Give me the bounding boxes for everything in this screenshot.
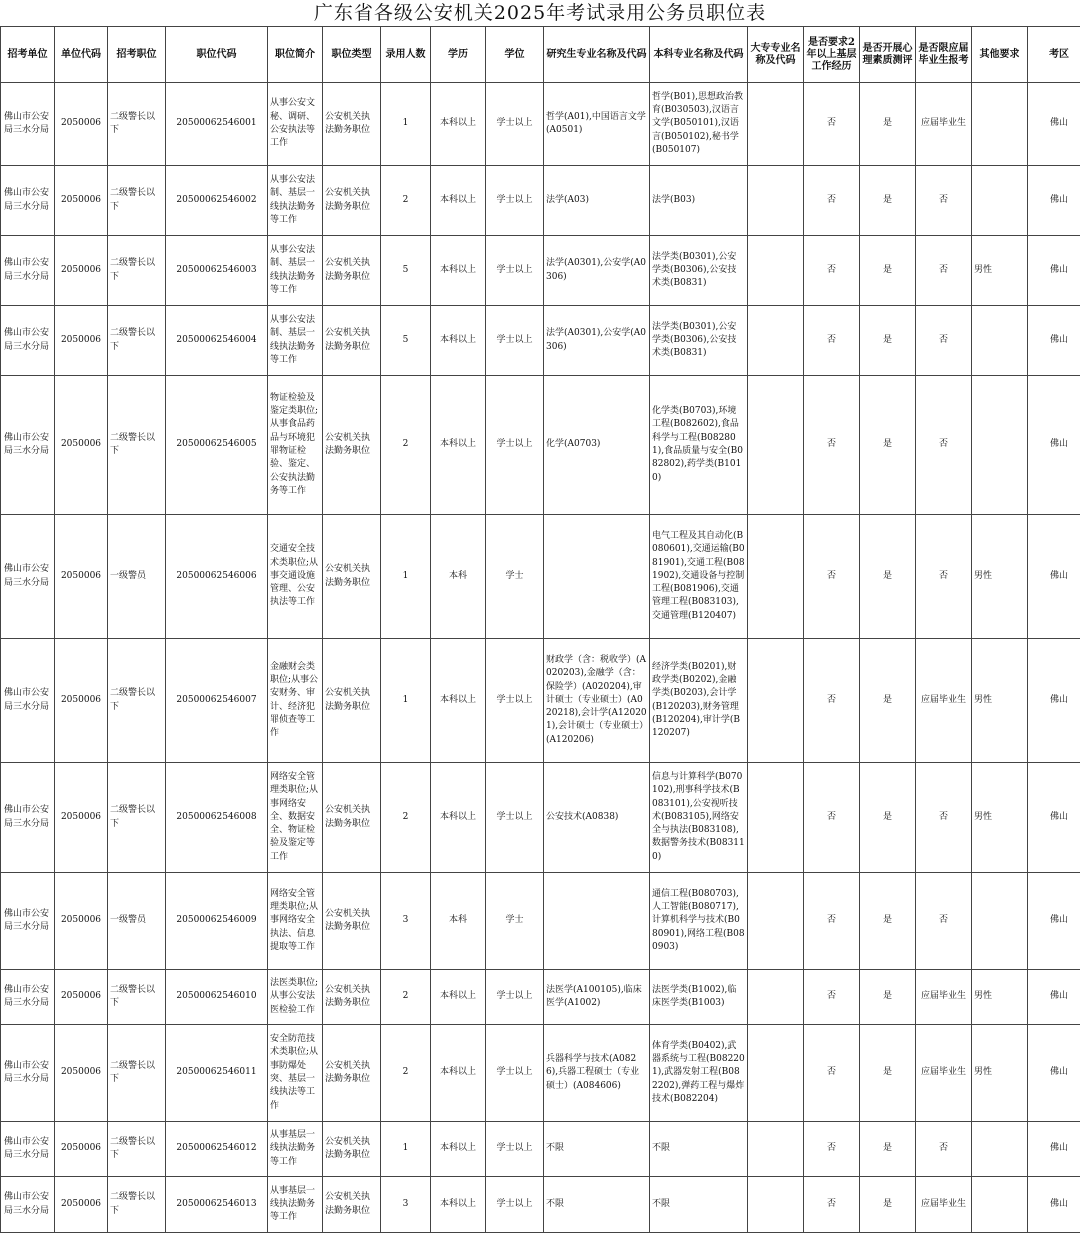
cell-intro: 安全防范技术类职位;从事防爆处突、基层一线执法等工作 bbox=[268, 1025, 323, 1122]
cell-position: 一级警员 bbox=[108, 873, 166, 970]
cell-psych: 是 bbox=[860, 515, 916, 639]
cell-fresh: 应届毕业生 bbox=[916, 639, 972, 763]
cell-degree: 学士以上 bbox=[486, 970, 544, 1025]
cell-college bbox=[748, 1122, 804, 1177]
cell-position: 二级警长以下 bbox=[108, 1025, 166, 1122]
cell-unit-code: 2050006 bbox=[55, 515, 108, 639]
cell-edu: 本科以上 bbox=[431, 1122, 486, 1177]
header-cell: 招考职位 bbox=[108, 27, 166, 83]
cell-grassroots: 否 bbox=[804, 763, 860, 873]
cell-other: 男性 bbox=[972, 1025, 1028, 1122]
cell-grassroots: 否 bbox=[804, 515, 860, 639]
table-row bbox=[1, 376, 1080, 515]
cell-degree: 学士以上 bbox=[486, 166, 544, 236]
cell-grassroots: 否 bbox=[804, 166, 860, 236]
cell-count: 3 bbox=[381, 1177, 431, 1233]
cell-unit-code: 2050006 bbox=[55, 639, 108, 763]
cell-psych: 是 bbox=[860, 970, 916, 1025]
cell-intro: 从事公安法制、基层一线执法勤务等工作 bbox=[268, 166, 323, 236]
cell-grassroots: 否 bbox=[804, 376, 860, 515]
cell-pos-code: 20500062546004 bbox=[166, 306, 268, 376]
cell-intro: 从事公安法制、基层一线执法勤务等工作 bbox=[268, 236, 323, 306]
cell-degree: 学士 bbox=[486, 873, 544, 970]
cell-area: 佛山 bbox=[1028, 236, 1080, 306]
cell-degree: 学士以上 bbox=[486, 639, 544, 763]
cell-area: 佛山 bbox=[1028, 376, 1080, 515]
cell-other bbox=[972, 166, 1028, 236]
cell-undergrad: 不限 bbox=[650, 1122, 748, 1177]
cell-unit: 佛山市公安局三水分局 bbox=[1, 376, 55, 515]
table-row bbox=[1, 306, 1080, 376]
cell-edu: 本科以上 bbox=[431, 166, 486, 236]
cell-college bbox=[748, 970, 804, 1025]
cell-unit-code: 2050006 bbox=[55, 970, 108, 1025]
table-row bbox=[1, 873, 1080, 970]
cell-pos-code: 20500062546002 bbox=[166, 166, 268, 236]
cell-undergrad: 法学类(B0301),公安学类(B0306),公安技术类(B0831) bbox=[650, 236, 748, 306]
table-row bbox=[1, 515, 1080, 639]
cell-fresh: 否 bbox=[916, 873, 972, 970]
cell-grassroots: 否 bbox=[804, 236, 860, 306]
cell-fresh: 否 bbox=[916, 166, 972, 236]
cell-position: 二级警长以下 bbox=[108, 1177, 166, 1233]
cell-type: 公安机关执法勤务职位 bbox=[323, 970, 381, 1025]
cell-grad: 法学(A03) bbox=[544, 166, 650, 236]
table-header-row bbox=[1, 27, 1080, 83]
cell-degree: 学士以上 bbox=[486, 1122, 544, 1177]
cell-pos-code: 20500062546005 bbox=[166, 376, 268, 515]
cell-count: 1 bbox=[381, 639, 431, 763]
cell-unit-code: 2050006 bbox=[55, 873, 108, 970]
cell-intro: 法医类职位;从事公安法医检验工作 bbox=[268, 970, 323, 1025]
cell-grad: 法学(A0301),公安学(A0306) bbox=[544, 236, 650, 306]
table-row bbox=[1, 1122, 1080, 1177]
cell-pos-code: 20500062546006 bbox=[166, 515, 268, 639]
cell-other bbox=[972, 83, 1028, 166]
cell-type: 公安机关执法勤务职位 bbox=[323, 763, 381, 873]
cell-psych: 是 bbox=[860, 236, 916, 306]
cell-count: 1 bbox=[381, 515, 431, 639]
cell-undergrad: 信息与计算科学(B070102),刑事科学技术(B083101),公安视听技术(B083105),网络安全与执法(B083108),数据警务技术(B083110) bbox=[650, 763, 748, 873]
cell-other bbox=[972, 306, 1028, 376]
cell-grassroots: 否 bbox=[804, 1122, 860, 1177]
cell-undergrad: 法学(B03) bbox=[650, 166, 748, 236]
cell-area: 佛山 bbox=[1028, 873, 1080, 970]
cell-position: 二级警长以下 bbox=[108, 1122, 166, 1177]
cell-fresh: 否 bbox=[916, 306, 972, 376]
cell-type: 公安机关执法勤务职位 bbox=[323, 166, 381, 236]
cell-undergrad: 体育学类(B0402),武器系统与工程(B082201),武器发射工程(B082202),弹药工程与爆炸技术(B082204) bbox=[650, 1025, 748, 1122]
cell-edu: 本科以上 bbox=[431, 970, 486, 1025]
cell-count: 2 bbox=[381, 166, 431, 236]
cell-unit-code: 2050006 bbox=[55, 1177, 108, 1233]
cell-area: 佛山 bbox=[1028, 970, 1080, 1025]
cell-college bbox=[748, 763, 804, 873]
cell-undergrad: 电气工程及其自动化(B080601),交通运输(B081901),交通工程(B081902),交通设备与控制工程(B081906),交通管理工程(B083103),交通管理(B120407) bbox=[650, 515, 748, 639]
cell-unit: 佛山市公安局三水分局 bbox=[1, 1025, 55, 1122]
cell-intro: 从事基层一线执法勤务等工作 bbox=[268, 1177, 323, 1233]
cell-position: 二级警长以下 bbox=[108, 306, 166, 376]
cell-unit-code: 2050006 bbox=[55, 763, 108, 873]
cell-fresh: 应届毕业生 bbox=[916, 970, 972, 1025]
cell-psych: 是 bbox=[860, 376, 916, 515]
cell-type: 公安机关执法勤务职位 bbox=[323, 1122, 381, 1177]
cell-grad: 财政学（含：税收学）(A020203),金融学（含：保险学）(A020204),审计硕士（专业硕士）(A020218),会计学(A120201),会计硕士（专业硕士）(A120206) bbox=[544, 639, 650, 763]
cell-pos-code: 20500062546011 bbox=[166, 1025, 268, 1122]
cell-psych: 是 bbox=[860, 639, 916, 763]
cell-college bbox=[748, 83, 804, 166]
cell-unit-code: 2050006 bbox=[55, 1025, 108, 1122]
job-table bbox=[0, 26, 1080, 1233]
cell-fresh: 应届毕业生 bbox=[916, 1177, 972, 1233]
header-cell: 学历 bbox=[431, 27, 486, 83]
cell-edu: 本科以上 bbox=[431, 376, 486, 515]
cell-college bbox=[748, 306, 804, 376]
cell-unit: 佛山市公安局三水分局 bbox=[1, 1177, 55, 1233]
cell-intro: 物证检验及鉴定类职位;从事食品药品与环境犯罪物证检验、鉴定、公安执法勤务等工作 bbox=[268, 376, 323, 515]
cell-area: 佛山 bbox=[1028, 515, 1080, 639]
cell-pos-code: 20500062546009 bbox=[166, 873, 268, 970]
cell-unit: 佛山市公安局三水分局 bbox=[1, 166, 55, 236]
header-cell: 是否要求2年以上基层工作经历 bbox=[804, 27, 860, 83]
cell-grad: 公安技术(A0838) bbox=[544, 763, 650, 873]
cell-count: 2 bbox=[381, 763, 431, 873]
header-cell: 考区 bbox=[1028, 27, 1080, 83]
cell-grassroots: 否 bbox=[804, 83, 860, 166]
cell-type: 公安机关执法勤务职位 bbox=[323, 639, 381, 763]
cell-intro: 从事公安文秘、调研、公安执法等工作 bbox=[268, 83, 323, 166]
cell-grassroots: 否 bbox=[804, 639, 860, 763]
cell-count: 3 bbox=[381, 873, 431, 970]
header-cell: 学位 bbox=[486, 27, 544, 83]
cell-psych: 是 bbox=[860, 763, 916, 873]
cell-other: 男性 bbox=[972, 970, 1028, 1025]
cell-other: 男性 bbox=[972, 236, 1028, 306]
header-cell: 其他要求 bbox=[972, 27, 1028, 83]
cell-undergrad: 哲学(B01),思想政治教育(B030503),汉语言文学(B050101),汉语言(B050102),秘书学(B050107) bbox=[650, 83, 748, 166]
cell-other: 男性 bbox=[972, 515, 1028, 639]
header-cell: 录用人数 bbox=[381, 27, 431, 83]
cell-college bbox=[748, 236, 804, 306]
page-title: 广东省各级公安机关2025年考试录用公务员职位表 bbox=[313, 2, 767, 24]
cell-count: 2 bbox=[381, 376, 431, 515]
header-cell: 是否开展心理素质测评 bbox=[860, 27, 916, 83]
cell-position: 二级警长以下 bbox=[108, 376, 166, 515]
cell-unit: 佛山市公安局三水分局 bbox=[1, 83, 55, 166]
cell-fresh: 否 bbox=[916, 236, 972, 306]
cell-undergrad: 法医学类(B1002),临床医学类(B1003) bbox=[650, 970, 748, 1025]
cell-pos-code: 20500062546003 bbox=[166, 236, 268, 306]
table-row bbox=[1, 1025, 1080, 1122]
cell-count: 5 bbox=[381, 306, 431, 376]
cell-edu: 本科以上 bbox=[431, 1025, 486, 1122]
cell-degree: 学士以上 bbox=[486, 1025, 544, 1122]
cell-area: 佛山 bbox=[1028, 639, 1080, 763]
header-cell: 招考单位 bbox=[1, 27, 55, 83]
cell-edu: 本科以上 bbox=[431, 1177, 486, 1233]
cell-psych: 是 bbox=[860, 1177, 916, 1233]
cell-other bbox=[972, 873, 1028, 970]
cell-area: 佛山 bbox=[1028, 306, 1080, 376]
cell-grad: 法学(A0301),公安学(A0306) bbox=[544, 306, 650, 376]
table-row bbox=[1, 970, 1080, 1025]
cell-grassroots: 否 bbox=[804, 306, 860, 376]
cell-degree: 学士以上 bbox=[486, 1177, 544, 1233]
cell-psych: 是 bbox=[860, 873, 916, 970]
cell-type: 公安机关执法勤务职位 bbox=[323, 1025, 381, 1122]
cell-position: 二级警长以下 bbox=[108, 763, 166, 873]
cell-psych: 是 bbox=[860, 306, 916, 376]
cell-position: 二级警长以下 bbox=[108, 236, 166, 306]
cell-edu: 本科以上 bbox=[431, 763, 486, 873]
cell-undergrad: 不限 bbox=[650, 1177, 748, 1233]
cell-degree: 学士 bbox=[486, 515, 544, 639]
cell-unit: 佛山市公安局三水分局 bbox=[1, 873, 55, 970]
cell-fresh: 否 bbox=[916, 1122, 972, 1177]
header-cell: 单位代码 bbox=[55, 27, 108, 83]
cell-type: 公安机关执法勤务职位 bbox=[323, 236, 381, 306]
cell-psych: 是 bbox=[860, 166, 916, 236]
cell-grad: 化学(A0703) bbox=[544, 376, 650, 515]
cell-other: 男性 bbox=[972, 763, 1028, 873]
cell-edu: 本科以上 bbox=[431, 306, 486, 376]
cell-count: 1 bbox=[381, 83, 431, 166]
cell-grad: 法医学(A100105),临床医学(A1002) bbox=[544, 970, 650, 1025]
cell-fresh: 否 bbox=[916, 376, 972, 515]
cell-type: 公安机关执法勤务职位 bbox=[323, 83, 381, 166]
cell-unit: 佛山市公安局三水分局 bbox=[1, 306, 55, 376]
header-cell: 研究生专业名称及代码 bbox=[544, 27, 650, 83]
header-cell: 职位代码 bbox=[166, 27, 268, 83]
cell-area: 佛山 bbox=[1028, 166, 1080, 236]
cell-other bbox=[972, 1177, 1028, 1233]
cell-unit-code: 2050006 bbox=[55, 83, 108, 166]
cell-unit-code: 2050006 bbox=[55, 1122, 108, 1177]
cell-grad: 不限 bbox=[544, 1177, 650, 1233]
cell-edu: 本科以上 bbox=[431, 236, 486, 306]
table-row bbox=[1, 1177, 1080, 1233]
cell-grassroots: 否 bbox=[804, 1177, 860, 1233]
cell-psych: 是 bbox=[860, 83, 916, 166]
cell-intro: 网络安全管理类职位;从事网络安全、数据安全、物证检验及鉴定等工作 bbox=[268, 763, 323, 873]
table-row bbox=[1, 166, 1080, 236]
cell-degree: 学士以上 bbox=[486, 763, 544, 873]
table-row bbox=[1, 83, 1080, 166]
cell-fresh: 否 bbox=[916, 515, 972, 639]
header-cell: 本科专业名称及代码 bbox=[650, 27, 748, 83]
cell-unit: 佛山市公安局三水分局 bbox=[1, 1122, 55, 1177]
cell-grad bbox=[544, 873, 650, 970]
cell-grassroots: 否 bbox=[804, 970, 860, 1025]
header-cell: 大专专业名称及代码 bbox=[748, 27, 804, 83]
cell-degree: 学士以上 bbox=[486, 306, 544, 376]
cell-unit-code: 2050006 bbox=[55, 166, 108, 236]
cell-grassroots: 否 bbox=[804, 873, 860, 970]
cell-grad bbox=[544, 515, 650, 639]
cell-psych: 是 bbox=[860, 1122, 916, 1177]
cell-psych: 是 bbox=[860, 1025, 916, 1122]
cell-unit: 佛山市公安局三水分局 bbox=[1, 236, 55, 306]
cell-college bbox=[748, 1025, 804, 1122]
cell-type: 公安机关执法勤务职位 bbox=[323, 873, 381, 970]
cell-fresh: 应届毕业生 bbox=[916, 1025, 972, 1122]
cell-unit: 佛山市公安局三水分局 bbox=[1, 970, 55, 1025]
cell-position: 二级警长以下 bbox=[108, 166, 166, 236]
cell-grassroots: 否 bbox=[804, 1025, 860, 1122]
cell-area: 佛山 bbox=[1028, 763, 1080, 873]
cell-other bbox=[972, 376, 1028, 515]
header-cell: 是否限应届毕业生报考 bbox=[916, 27, 972, 83]
cell-position: 二级警长以下 bbox=[108, 83, 166, 166]
cell-college bbox=[748, 1177, 804, 1233]
cell-pos-code: 20500062546013 bbox=[166, 1177, 268, 1233]
cell-unit-code: 2050006 bbox=[55, 236, 108, 306]
cell-area: 佛山 bbox=[1028, 1122, 1080, 1177]
table-row bbox=[1, 639, 1080, 763]
cell-intro: 交通安全技术类职位;从事交通设施管理、公安执法等工作 bbox=[268, 515, 323, 639]
header-cell: 职位简介 bbox=[268, 27, 323, 83]
header-cell: 职位类型 bbox=[323, 27, 381, 83]
cell-undergrad: 通信工程(B080703),人工智能(B080717),计算机科学与技术(B080901),网络工程(B080903) bbox=[650, 873, 748, 970]
cell-edu: 本科 bbox=[431, 515, 486, 639]
table-row bbox=[1, 236, 1080, 306]
cell-undergrad: 化学类(B0703),环境工程(B082602),食品科学与工程(B082801),食品质量与安全(B082802),药学类(B1010) bbox=[650, 376, 748, 515]
cell-intro: 网络安全管理类职位;从事网络安全执法、信息提取等工作 bbox=[268, 873, 323, 970]
cell-college bbox=[748, 376, 804, 515]
cell-unit-code: 2050006 bbox=[55, 376, 108, 515]
cell-edu: 本科以上 bbox=[431, 639, 486, 763]
cell-area: 佛山 bbox=[1028, 83, 1080, 166]
cell-undergrad: 经济学类(B0201),财政学类(B0202),金融学类(B0203),会计学(B120203),财务管理(B120204),审计学(B120207) bbox=[650, 639, 748, 763]
cell-count: 1 bbox=[381, 1122, 431, 1177]
cell-position: 二级警长以下 bbox=[108, 639, 166, 763]
cell-count: 5 bbox=[381, 236, 431, 306]
cell-other: 男性 bbox=[972, 639, 1028, 763]
cell-unit-code: 2050006 bbox=[55, 306, 108, 376]
cell-type: 公安机关执法勤务职位 bbox=[323, 1177, 381, 1233]
cell-pos-code: 20500062546007 bbox=[166, 639, 268, 763]
cell-degree: 学士以上 bbox=[486, 236, 544, 306]
cell-unit: 佛山市公安局三水分局 bbox=[1, 763, 55, 873]
cell-unit: 佛山市公安局三水分局 bbox=[1, 515, 55, 639]
cell-pos-code: 20500062546012 bbox=[166, 1122, 268, 1177]
cell-area: 佛山 bbox=[1028, 1177, 1080, 1233]
cell-unit: 佛山市公安局三水分局 bbox=[1, 639, 55, 763]
cell-area: 佛山 bbox=[1028, 1025, 1080, 1122]
cell-count: 2 bbox=[381, 1025, 431, 1122]
cell-college bbox=[748, 515, 804, 639]
cell-pos-code: 20500062546010 bbox=[166, 970, 268, 1025]
cell-intro: 从事基层一线执法勤务等工作 bbox=[268, 1122, 323, 1177]
cell-type: 公安机关执法勤务职位 bbox=[323, 306, 381, 376]
cell-pos-code: 20500062546001 bbox=[166, 83, 268, 166]
cell-fresh: 否 bbox=[916, 763, 972, 873]
cell-college bbox=[748, 639, 804, 763]
cell-grad: 兵器科学与技术(A0826),兵器工程硕士（专业硕士）(A084606) bbox=[544, 1025, 650, 1122]
cell-college bbox=[748, 166, 804, 236]
cell-degree: 学士以上 bbox=[486, 83, 544, 166]
cell-fresh: 应届毕业生 bbox=[916, 83, 972, 166]
cell-count: 2 bbox=[381, 970, 431, 1025]
cell-intro: 金融财会类职位;从事公安财务、审计、经济犯罪侦查等工作 bbox=[268, 639, 323, 763]
cell-intro: 从事公安法制、基层一线执法勤务等工作 bbox=[268, 306, 323, 376]
cell-other bbox=[972, 1122, 1028, 1177]
cell-college bbox=[748, 873, 804, 970]
cell-grad: 哲学(A01),中国语言文学(A0501) bbox=[544, 83, 650, 166]
cell-undergrad: 法学类(B0301),公安学类(B0306),公安技术类(B0831) bbox=[650, 306, 748, 376]
cell-grad: 不限 bbox=[544, 1122, 650, 1177]
cell-edu: 本科 bbox=[431, 873, 486, 970]
cell-type: 公安机关执法勤务职位 bbox=[323, 376, 381, 515]
cell-degree: 学士以上 bbox=[486, 376, 544, 515]
table-row bbox=[1, 763, 1080, 873]
cell-position: 一级警员 bbox=[108, 515, 166, 639]
cell-type: 公安机关执法勤务职位 bbox=[323, 515, 381, 639]
cell-edu: 本科以上 bbox=[431, 83, 486, 166]
cell-position: 二级警长以下 bbox=[108, 970, 166, 1025]
cell-pos-code: 20500062546008 bbox=[166, 763, 268, 873]
